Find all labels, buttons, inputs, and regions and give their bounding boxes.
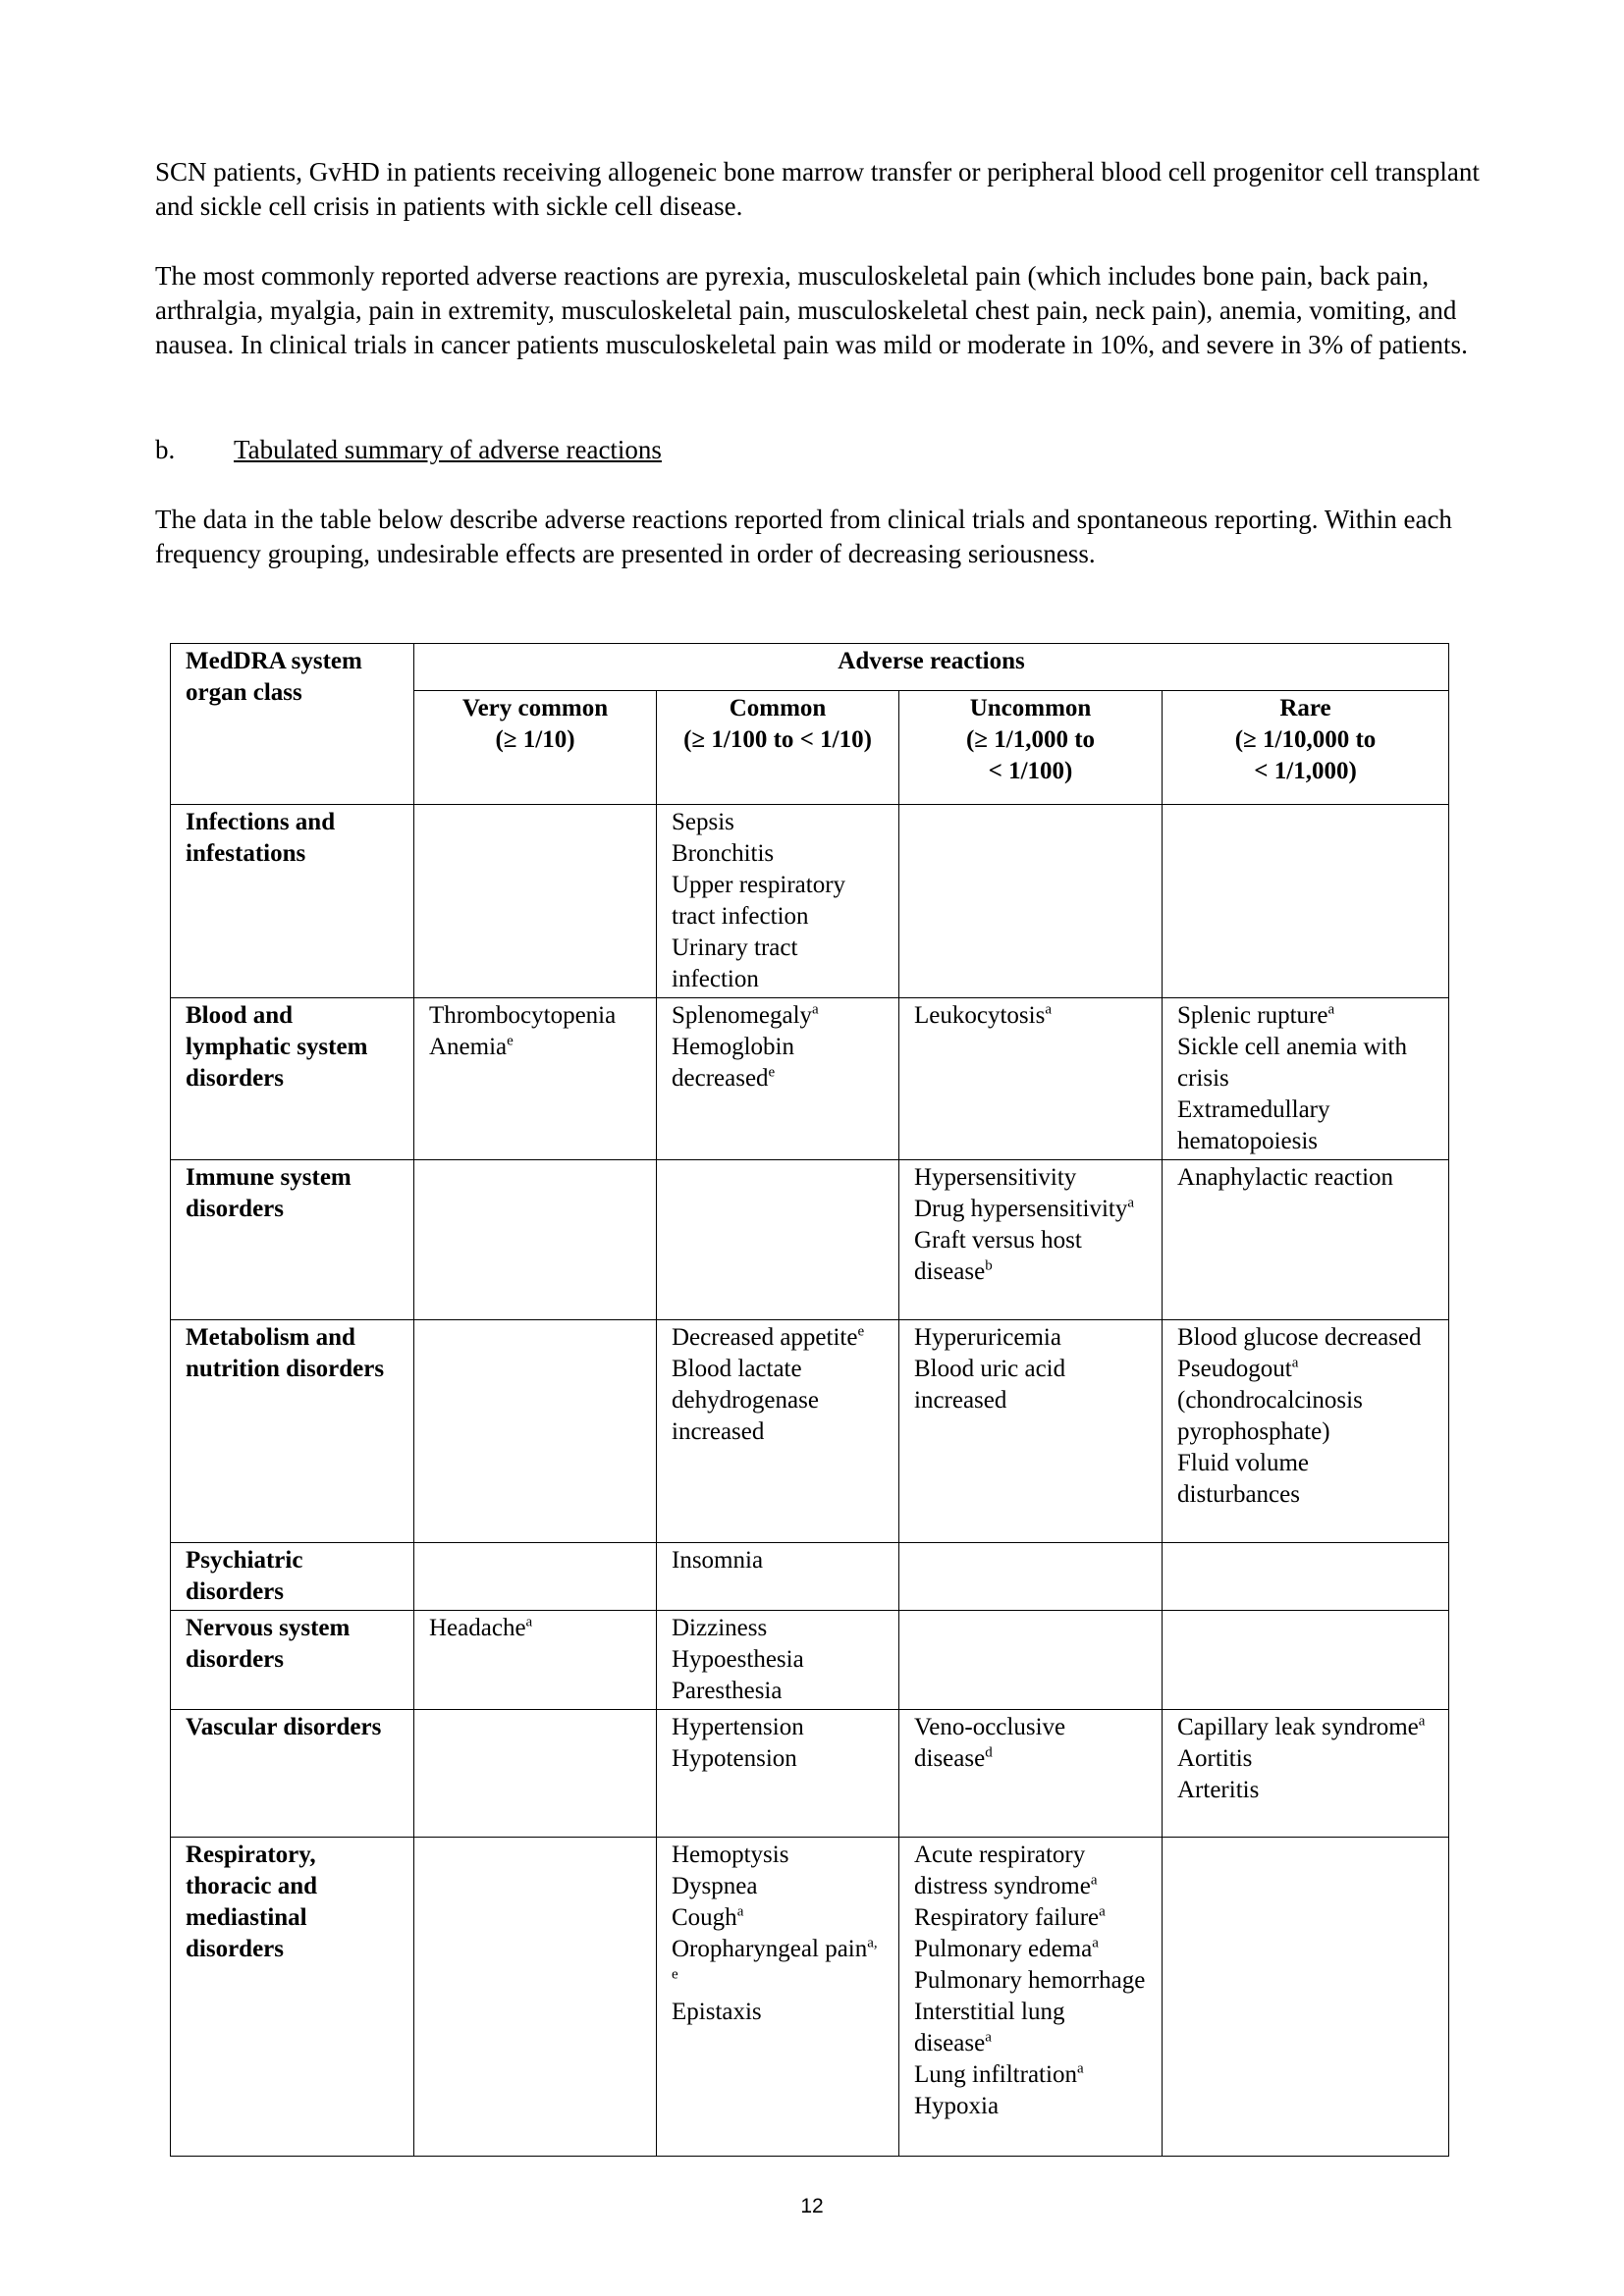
uncommon-cell: Hypersensitivity Drug hypersensitivity$^a$ Graft versus host disease$^b$ <box>899 1160 1163 1320</box>
very-common-cell <box>414 1710 657 1838</box>
common-header: Common (≥ 1/100 to < 1/10) <box>657 691 899 805</box>
soc-cell: Nervous system disorders <box>171 1611 414 1710</box>
table-row <box>171 998 1449 1160</box>
soc-cell: Respiratory, thoracic and mediastinal disorders <box>171 1838 414 2157</box>
very-common-cell <box>414 1838 657 2157</box>
soc-cell: Psychiatric disorders <box>171 1543 414 1611</box>
soc-cell: Infections and infestations <box>171 805 414 998</box>
table-row <box>171 1611 1449 1710</box>
table-row <box>171 1838 1449 2157</box>
uncommon-cell <box>899 1611 1163 1710</box>
rare-cell: Splenic rupture$^a$ Sickle cell anemia with crisis Extramedullary hematopoiesis <box>1163 998 1449 1160</box>
section-number: b. <box>155 435 176 464</box>
uncommon-header: Uncommon (≥ 1/1,000 to < 1/100) <box>899 691 1163 805</box>
section-heading <box>155 433 662 467</box>
common-cell: Splenomegaly$^a$ Hemoglobin decreased$^e$ <box>657 998 899 1160</box>
adverse-reactions-header: Adverse reactions <box>414 644 1449 691</box>
uncommon-cell: Acute respiratory distress syndrome$^a$ Respiratory failure$^a$ Pulmonary edema$^a$ Pulmonary hemorrhage Interstitial lung disease$^a$ Lung infiltration$^a$ Hypoxia <box>899 1838 1163 2157</box>
soc-cell: Immune system disorders <box>171 1160 414 1320</box>
table-row <box>171 805 1449 998</box>
very-common-cell <box>414 805 657 998</box>
table-row <box>171 1160 1449 1320</box>
common-cell: Hemoptysis Dyspnea Cough$^a$ Oropharyngeal pain$^{a, e}$ Epistaxis <box>657 1838 899 2157</box>
rare-cell <box>1163 805 1449 998</box>
rare-cell <box>1163 1838 1449 2157</box>
rare-cell <box>1163 1611 1449 1710</box>
very-common-cell: Headache$^a$ <box>414 1611 657 1710</box>
common-reactions-paragraph: The most commonly reported adverse reactions are pyrexia, musculoskeletal pain (which includes bone pain, back pain, arthralgia, myalgia, pain in extremity, musculoskeletal pain, musculoskeletal chest pain, neck pain), anemia, vomiting, and nausea. In clinical trials in cancer patients musculoskeletal pain was mild or moderate in 10%, and severe in 3% of patients. <box>155 261 1468 359</box>
common-cell: Hypertension Hypotension <box>657 1710 899 1838</box>
common-cell: Insomnia <box>657 1543 899 1611</box>
rare-cell: Blood glucose decreased Pseudogout$^a$ (chondrocalcinosis pyrophosphate) Fluid volume disturbances <box>1163 1320 1449 1543</box>
very-common-header: Very common (≥ 1/10) <box>414 691 657 805</box>
rare-cell <box>1163 1543 1449 1611</box>
soc-cell: Metabolism and nutrition disorders <box>171 1320 414 1543</box>
rare-cell: Anaphylactic reaction <box>1163 1160 1449 1320</box>
rare-cell: Capillary leak syndrome$^a$ Aortitis Arteritis <box>1163 1710 1449 1838</box>
intro-paragraph: SCN patients, GvHD in patients receiving allogeneic bone marrow transfer or peripheral blood cell progenitor cell transplant and sickle cell crisis in patients with sickle cell disease. <box>155 157 1480 221</box>
rare-header: Rare (≥ 1/10,000 to < 1/1,000) <box>1163 691 1449 805</box>
very-common-cell <box>414 1160 657 1320</box>
very-common-cell <box>414 1320 657 1543</box>
uncommon-cell <box>899 805 1163 998</box>
soc-cell: Blood and lymphatic system disorders <box>171 998 414 1160</box>
section-title: Tabulated summary of adverse reactions <box>234 435 662 464</box>
uncommon-cell: Veno-occlusive disease$^d$ <box>899 1710 1163 1838</box>
uncommon-cell <box>899 1543 1163 1611</box>
very-common-cell <box>414 1543 657 1611</box>
common-cell <box>657 1160 899 1320</box>
uncommon-cell: Leukocytosis$^a$ <box>899 998 1163 1160</box>
adverse-reactions-table <box>170 643 1449 2157</box>
common-cell: Decreased appetite$^e$ Blood lactate dehydrogenase increased <box>657 1320 899 1543</box>
table-row <box>171 1543 1449 1611</box>
table-header-row-1 <box>171 644 1449 691</box>
table-row <box>171 1710 1449 1838</box>
very-common-cell: Thrombocytopenia Anemia$^e$ <box>414 998 657 1160</box>
soc-cell: Vascular disorders <box>171 1710 414 1838</box>
table-intro-paragraph: The data in the table below describe adverse reactions reported from clinical trials and spontaneous reporting. Within each frequency grouping, undesirable effects are presented in order of decreasing seriousness. <box>155 505 1452 568</box>
uncommon-cell: Hyperuricemia Blood uric acid increased <box>899 1320 1163 1543</box>
soc-header: MedDRA system organ class <box>171 644 414 805</box>
table-row <box>171 1320 1449 1543</box>
common-cell: Dizziness Hypoesthesia Paresthesia <box>657 1611 899 1710</box>
common-cell: Sepsis Bronchitis Upper respiratory tract infection Urinary tract infection <box>657 805 899 998</box>
page-number: 12 <box>800 2195 824 2217</box>
